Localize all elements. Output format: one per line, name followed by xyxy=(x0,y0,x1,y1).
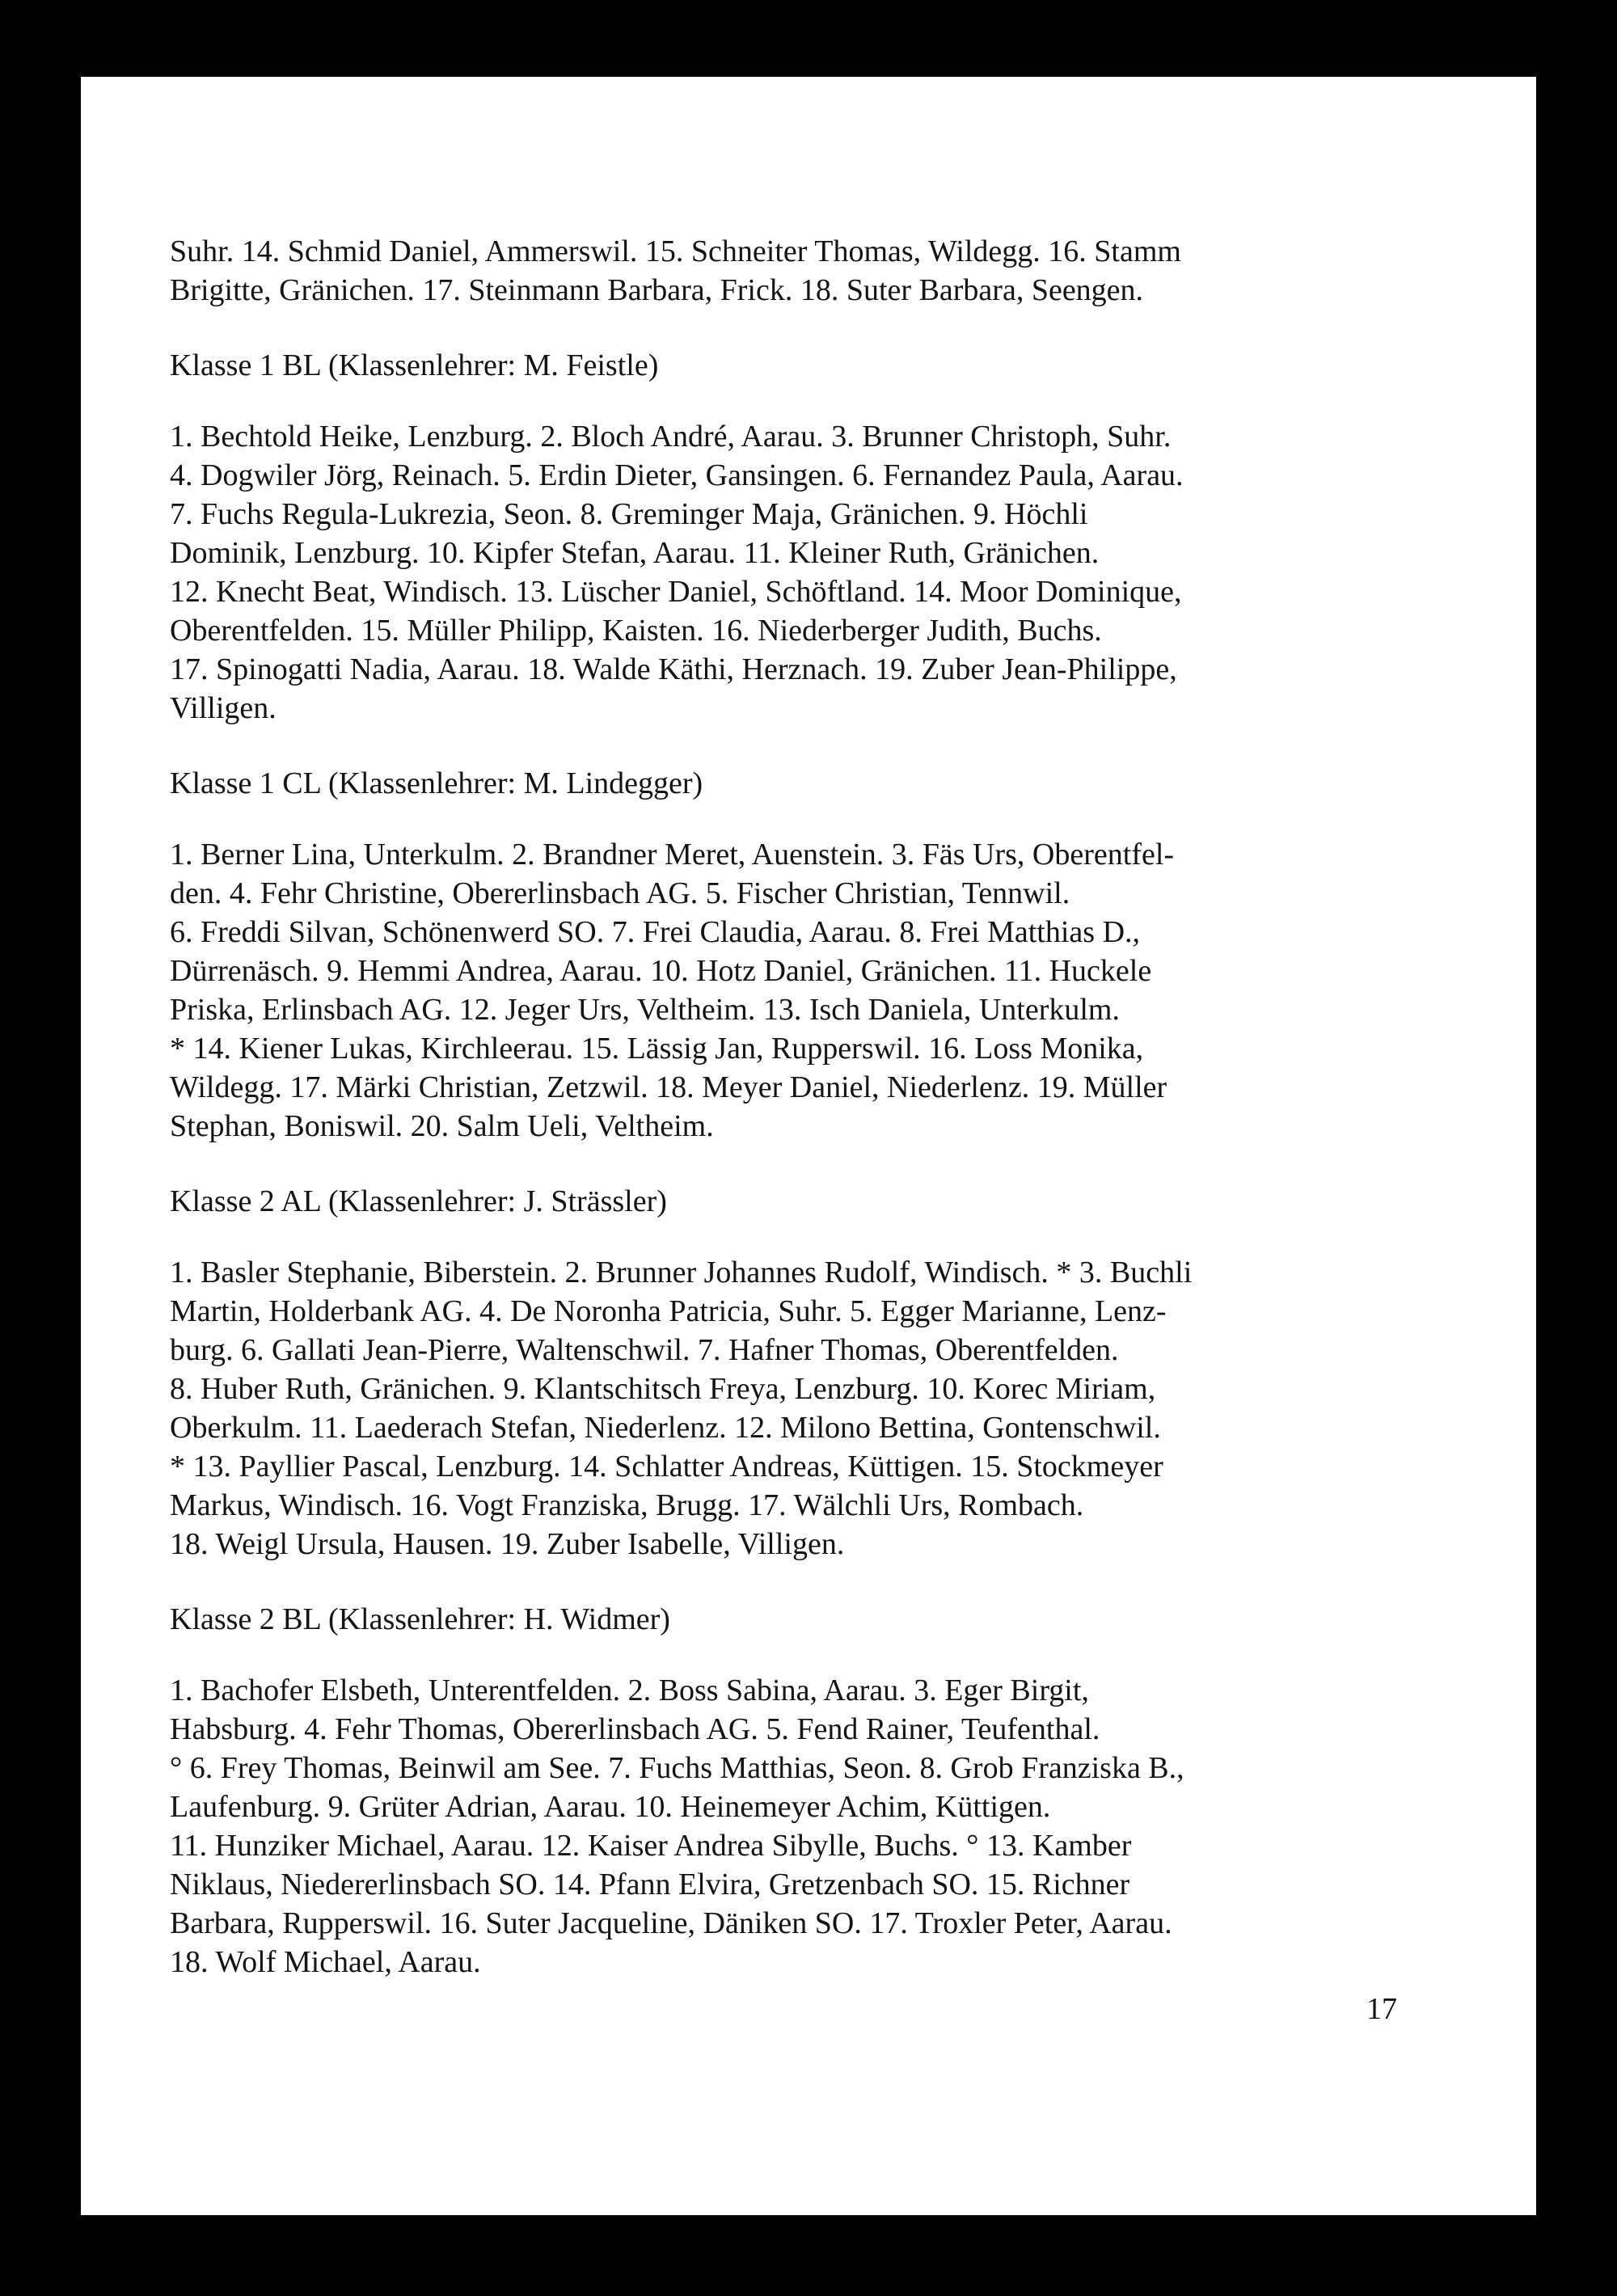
text-line: 1. Bechtold Heike, Lenzburg. 2. Bloch André, Aarau. 3. Brunner Christoph, Suhr. xyxy=(170,420,1172,454)
text-line: Barbara, Rupperswil. 16. Suter Jacqueline, Däniken SO. 17. Troxler Peter, Aarau. xyxy=(170,1906,1172,1940)
text-line: Martin, Holderbank AG. 4. De Noronha Patricia, Suhr. 5. Egger Marianne, Lenz- xyxy=(170,1294,1167,1328)
text-line: Villigen. xyxy=(170,691,277,725)
text-line: Habsburg. 4. Fehr Thomas, Obererlinsbach AG. 5. Fend Rainer, Teufenthal. xyxy=(170,1712,1100,1746)
text-line: Priska, Erlinsbach AG. 12. Jeger Urs, Veltheim. 13. Isch Daniela, Unterkulm. xyxy=(170,993,1120,1027)
text-line: 12. Knecht Beat, Windisch. 13. Lüscher Daniel, Schöftland. 14. Moor Dominique, xyxy=(170,575,1182,609)
document-body xyxy=(170,232,1427,1982)
text-line: Dominik, Lenzburg. 10. Kipfer Stefan, Aarau. 11. Kleiner Ruth, Gränichen. xyxy=(170,536,1100,570)
text-line: 1. Berner Lina, Unterkulm. 2. Brandner Meret, Auenstein. 3. Fäs Urs, Oberentfel- xyxy=(170,838,1175,872)
text-line: Suhr. 14. Schmid Daniel, Ammerswil. 15. Schneiter Thomas, Wildegg. 16. Stamm xyxy=(170,234,1181,268)
text-line: 4. Dogwiler Jörg, Reinach. 5. Erdin Dieter, Gansingen. 6. Fernandez Paula, Aarau. xyxy=(170,458,1184,492)
text-line: * 14. Kiener Lukas, Kirchleerau. 15. Lässig Jan, Rupperswil. 16. Loss Monika, xyxy=(170,1032,1144,1066)
text-line: 1. Bachofer Elsbeth, Unterentfelden. 2. Boss Sabina, Aarau. 3. Eger Birgit, xyxy=(170,1673,1089,1707)
text-line: 6. Freddi Silvan, Schönenwerd SO. 7. Frei Claudia, Aarau. 8. Frei Matthias D., xyxy=(170,915,1141,949)
section-heading: Klasse 1 BL (Klassenlehrer: M. Feistle) xyxy=(170,348,659,382)
text-line: burg. 6. Gallati Jean-Pierre, Waltenschwil. 7. Hafner Thomas, Oberentfelden. xyxy=(170,1333,1119,1367)
text-line: 18. Weigl Ursula, Hausen. 19. Zuber Isabelle, Villigen. xyxy=(170,1527,845,1561)
text-line: ° 6. Frey Thomas, Beinwil am See. 7. Fuchs Matthias, Seon. 8. Grob Franziska B., xyxy=(170,1751,1184,1785)
text-line: den. 4. Fehr Christine, Obererlinsbach AG. 5. Fischer Christian, Tennwil. xyxy=(170,876,1070,910)
text-line: Laufenburg. 9. Grüter Adrian, Aarau. 10. Heinemeyer Achim, Küttigen. xyxy=(170,1790,1051,1824)
text-line: Oberentfelden. 15. Müller Philipp, Kaisten. 16. Niederberger Judith, Buchs. xyxy=(170,614,1102,648)
document-page xyxy=(81,77,1536,2215)
text-line: Wildegg. 17. Märki Christian, Zetzwil. 18. Meyer Daniel, Niederlenz. 19. Müller xyxy=(170,1070,1167,1104)
text-line: * 13. Payllier Pascal, Lenzburg. 14. Schlatter Andreas, Küttigen. 15. Stockmeyer xyxy=(170,1450,1163,1484)
section-paragraph xyxy=(170,835,1427,1146)
page-number: 17 xyxy=(1366,1992,1397,2026)
text-line: 7. Fuchs Regula-Lukrezia, Seon. 8. Greminger Maja, Gränichen. 9. Höchli xyxy=(170,497,1088,531)
text-line: Stephan, Boniswil. 20. Salm Ueli, Veltheim. xyxy=(170,1109,714,1143)
text-line: 8. Huber Ruth, Gränichen. 9. Klantschitsch Freya, Lenzburg. 10. Korec Miriam, xyxy=(170,1372,1156,1406)
section-heading: Klasse 2 AL (Klassenlehrer: J. Strässler) xyxy=(170,1184,667,1218)
text-line: 17. Spinogatti Nadia, Aarau. 18. Walde Käthi, Herznach. 19. Zuber Jean-Philippe, xyxy=(170,652,1177,686)
text-line: Brigitte, Gränichen. 17. Steinmann Barbara, Frick. 18. Suter Barbara, Seengen. xyxy=(170,273,1144,307)
section-class-1bl xyxy=(170,346,1427,728)
section-class-2al xyxy=(170,1182,1427,1564)
intro-paragraph xyxy=(170,232,1427,310)
text-line: Markus, Windisch. 16. Vogt Franziska, Brugg. 17. Wälchli Urs, Rombach. xyxy=(170,1488,1084,1522)
text-line: Oberkulm. 11. Laederach Stefan, Niederlenz. 12. Milono Bettina, Gontenschwil. xyxy=(170,1411,1161,1445)
text-line: 18. Wolf Michael, Aarau. xyxy=(170,1945,481,1979)
section-paragraph xyxy=(170,417,1427,728)
section-class-2bl xyxy=(170,1600,1427,1982)
text-line: Dürrenäsch. 9. Hemmi Andrea, Aarau. 10. Hotz Daniel, Gränichen. 11. Huckele xyxy=(170,954,1152,988)
text-line: 1. Basler Stephanie, Biberstein. 2. Brunner Johannes Rudolf, Windisch. * 3. Buchli xyxy=(170,1256,1193,1289)
section-class-1cl xyxy=(170,764,1427,1146)
section-paragraph xyxy=(170,1671,1427,1982)
section-paragraph xyxy=(170,1253,1427,1564)
text-line: 11. Hunziker Michael, Aarau. 12. Kaiser Andrea Sibylle, Buchs. ° 13. Kamber xyxy=(170,1829,1132,1863)
section-heading: Klasse 1 CL (Klassenlehrer: M. Lindegger) xyxy=(170,766,703,800)
section-heading: Klasse 2 BL (Klassenlehrer: H. Widmer) xyxy=(170,1602,670,1636)
text-line: Niklaus, Niedererlinsbach SO. 14. Pfann Elvira, Gretzenbach SO. 15. Richner xyxy=(170,1868,1130,1901)
